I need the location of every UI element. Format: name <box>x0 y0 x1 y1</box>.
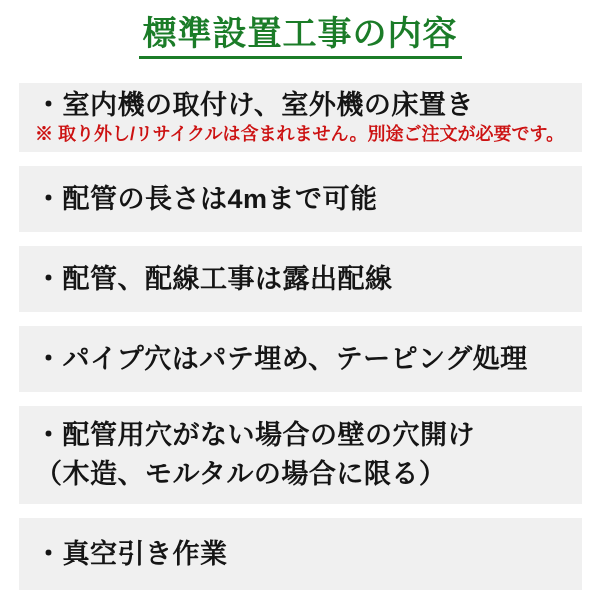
page-title-text: 標準設置工事の内容 <box>139 14 462 59</box>
list-item <box>19 518 582 590</box>
item-text: ・室内機の取付け、室外機の床置き <box>35 90 474 120</box>
page-title <box>0 14 600 59</box>
item-text: （木造、モルタルの場合に限る） <box>35 459 447 489</box>
list-item <box>19 406 582 504</box>
item-text: ・配管用穴がない場合の壁の穴開け <box>35 420 475 450</box>
list-item <box>19 83 582 152</box>
item-note: ※ 取り外し/リサイクルは含まれません。別途ご注文が必要です。 <box>35 124 565 144</box>
installation-items-list <box>0 83 600 590</box>
list-item <box>19 246 582 312</box>
item-text: ・配管の長さは4mまで可能 <box>35 184 378 214</box>
item-text: ・真空引き作業 <box>35 539 228 569</box>
list-item <box>19 326 582 392</box>
list-item <box>19 166 582 232</box>
item-text: ・配管、配線工事は露出配線 <box>35 264 393 294</box>
item-text: ・パイプ穴はパテ埋め、テーピング処理 <box>35 344 528 374</box>
